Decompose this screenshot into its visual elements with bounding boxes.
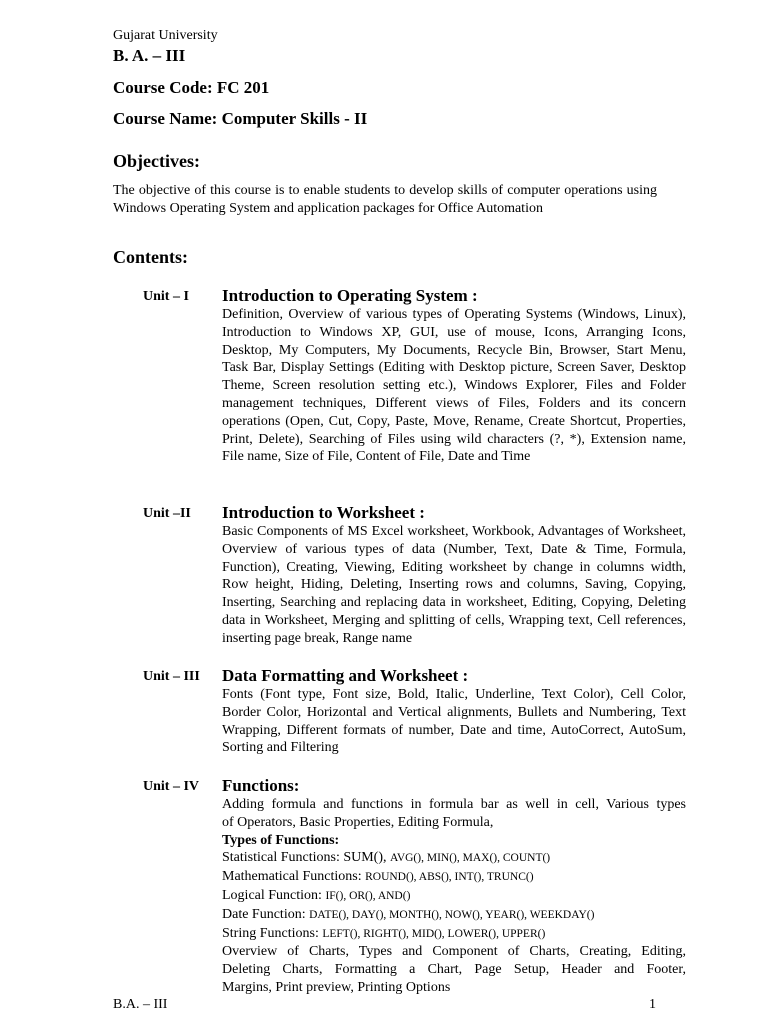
statistical-funcs: AVG(), MIN(), MAX(), COUNT() (390, 852, 551, 865)
logical-label: Logical Function: (222, 887, 326, 903)
mathematical-funcs: ROUND(), ABS(), INT(), TRUNC() (365, 871, 534, 884)
unit-description (222, 796, 686, 997)
date-funcs: DATE(), DAY(), MONTH(), NOW(), YEAR(), WEEKDAY() (309, 908, 595, 921)
charts-line-2: Deleting Charts, Formatting a Chart, Page Setup, Header and Footer, (222, 962, 686, 978)
string-funcs: LEFT(), RIGHT(), MID(), LOWER(), UPPER() (322, 927, 546, 940)
unit-title: Functions: (222, 776, 300, 795)
footer-degree: B.A. – III (113, 997, 168, 1012)
unit-title: Data Formatting and Worksheet : (222, 666, 469, 685)
objectives-heading: Objectives: (113, 151, 200, 171)
unit-title: Introduction to Operating System : (222, 286, 478, 305)
unit-description: Definition, Overview of various types of Operating Systems (Windows, Linux), Introduction to Windows XP, GUI, use of mouse, Icons, Arranging Icons, Desktop, My Computers, My Documents, Recycle Bin, Browser, Start Menu, Task Bar, Display Settings (Editing with Desktop picture, Screen Saver, Desktop Theme, Screen resolution setting etc.), Windows Explorer, Files and Folder management techniques, Different views of Files, Folders and its concern operations (Open, Cut, Copy, Paste, Move, Rename, Create Shortcut, Properties, Print, Delete), Searching of Files using wild characters (?, *), Extension name, File name, Size of File, Content of File, Date and Time (222, 307, 686, 465)
types-of-functions-heading: Types of Functions: (222, 832, 340, 848)
intro-line-1: Adding formula and functions in formula bar as well in cell, Various types (222, 797, 686, 812)
contents-heading: Contents: (113, 247, 188, 267)
statistical-label: Statistical Functions: SUM(), (222, 850, 390, 866)
unit-label: Unit – IV (143, 779, 200, 794)
page-number: 1 (649, 997, 656, 1012)
logical-function-line (222, 887, 686, 906)
unit-label: Unit – III (143, 669, 200, 684)
university-name: Gujarat University (113, 28, 218, 43)
unit-label: Unit –II (143, 506, 191, 521)
date-function-line (222, 906, 686, 925)
mathematical-functions-line (222, 868, 686, 887)
string-label: String Functions: (222, 925, 323, 941)
unit-description: Fonts (Font type, Font size, Bold, Italic, Underline, Text Color), Cell Color, Border Color, Horizontal and Vertical alignments, Bullets and Numbering, Text Wrapping, Different formats of number, Date and time, AutoCorrect, AutoSum, Sorting and Filtering (222, 687, 686, 756)
statistical-functions-line (222, 849, 686, 868)
objectives-text: The objective of this course is to enable students to develop skills of computer operations using Windows Operating System and application packages for Office Automation (113, 183, 657, 216)
unit-label: Unit – I (143, 289, 189, 304)
unit-description: Basic Components of MS Excel worksheet, Workbook, Advantages of Worksheet, Overview of various types of data (Number, Text, Date & Time, Formula, Function), Creating, Viewing, Editing worksheet by change in columns width, Row height, Hiding, Deleting, Inserting rows and columns, Saving, Copying, Inserting, Searching and replacing data in worksheet, Editing, Copying, Deleting data in Worksheet, Merging and splitting of cells, Wrapping text, Cell references, inserting page break, Range name (222, 524, 686, 646)
course-code: Course Code: FC 201 (113, 78, 270, 97)
unit-title: Introduction to Worksheet : (222, 503, 425, 522)
degree-title: B. A. – III (113, 46, 186, 65)
logical-funcs: IF(), OR(), AND() (325, 889, 411, 902)
mathematical-label: Mathematical Functions: (222, 869, 366, 885)
charts-line-3: Margins, Print preview, Printing Options (222, 979, 451, 995)
course-name: Course Name: Computer Skills - II (113, 109, 368, 128)
date-label: Date Function: (222, 906, 310, 922)
charts-line-1: Overview of Charts, Types and Component of Charts, Creating, Editing, (222, 944, 686, 960)
string-functions-line (222, 925, 686, 944)
intro-line-2: of Operators, Basic Properties, Editing Formula, (222, 814, 494, 830)
